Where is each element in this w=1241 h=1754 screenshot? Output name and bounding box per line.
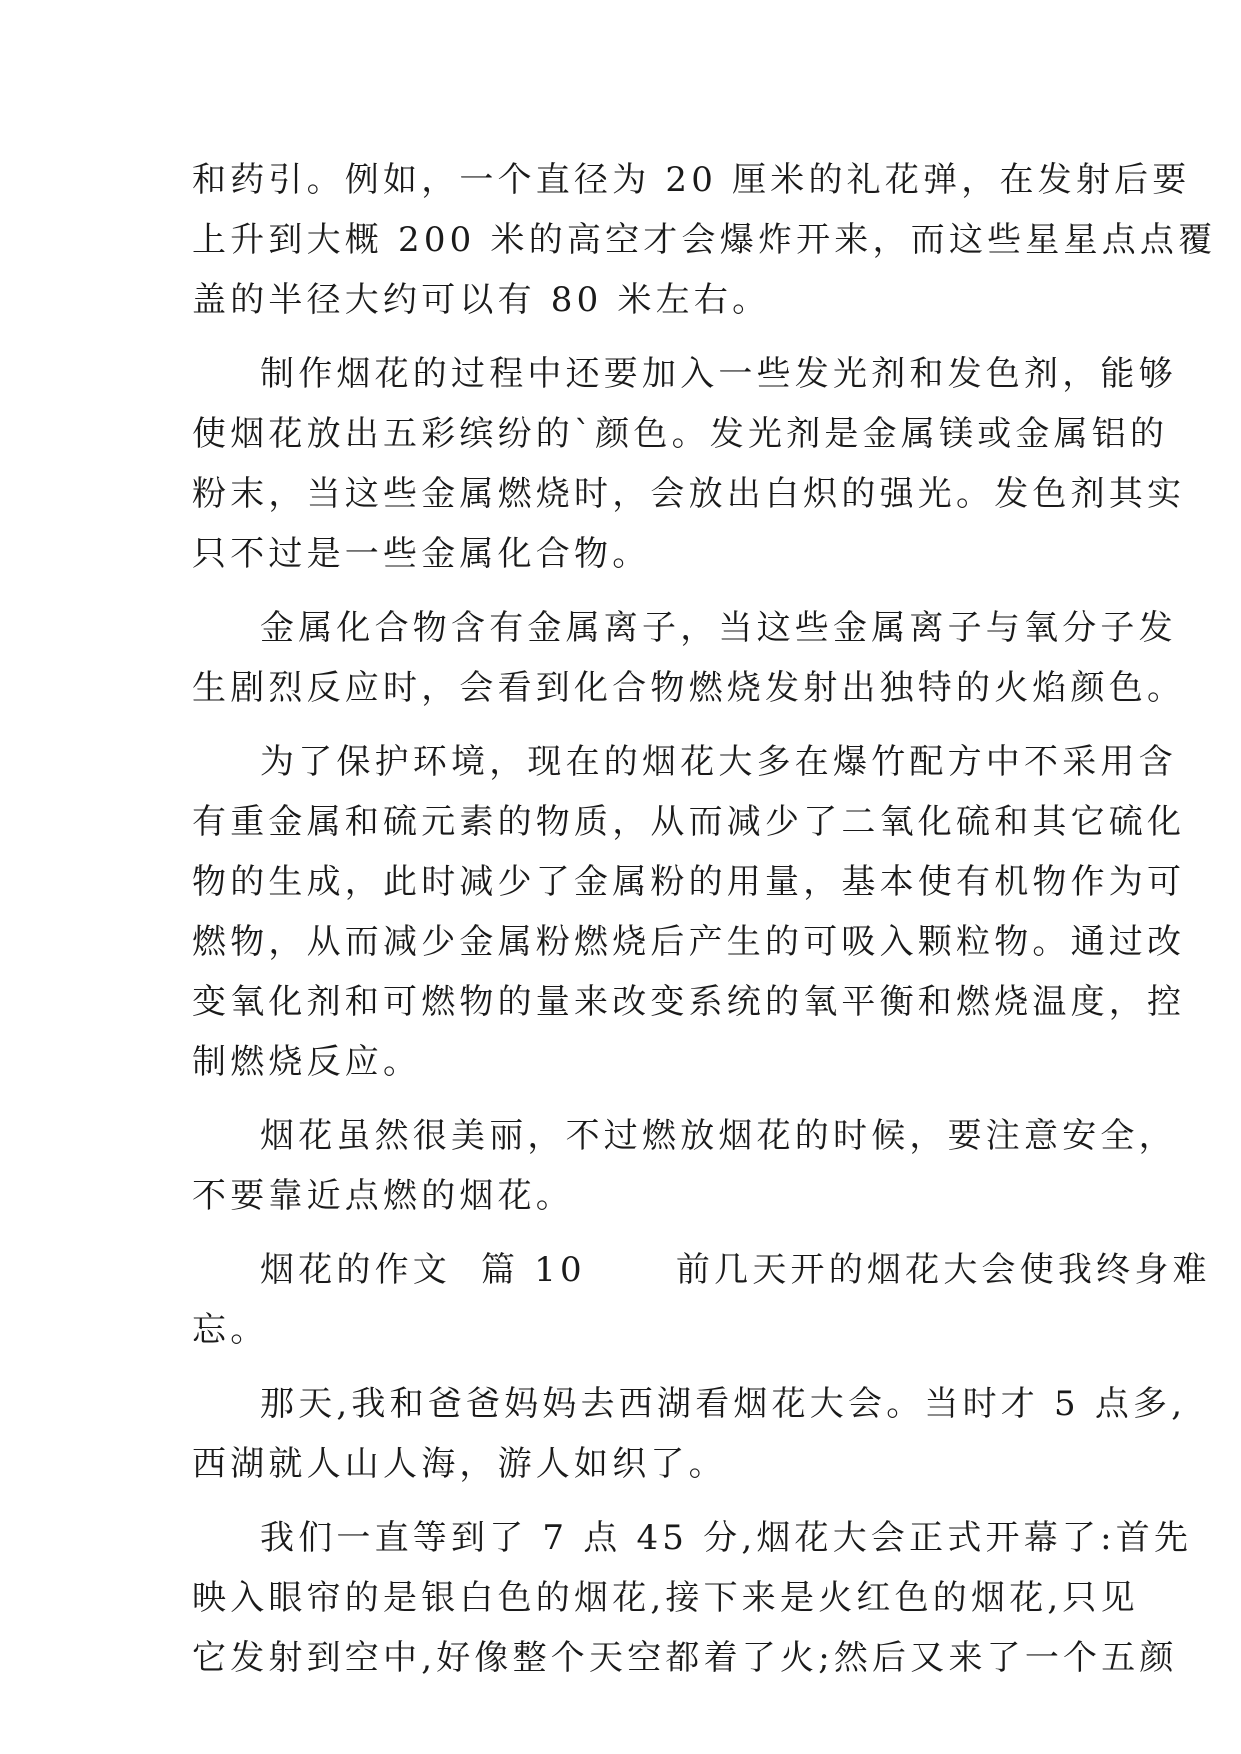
text-line: 烟花虽然很美丽，不过燃放烟花的时候，要注意安全， — [260, 1116, 1177, 1156]
text-line: 粉末，当这些金属燃烧时，会放出白炽的强光。发色剂其实 — [192, 474, 1186, 514]
text-line: 为了保护环境，现在的烟花大多在爆竹配方中不采用含 — [260, 742, 1177, 782]
text-line: 西湖就人山人海，游人如织了。 — [192, 1444, 727, 1484]
text-line: 它发射到空中,好像整个天空都着了火;然后又来了一个五颜 — [192, 1638, 1178, 1678]
text-line: 使烟花放出五彩缤纷的`颜色。发光剂是金属镁或金属铝的 — [192, 414, 1169, 454]
paragraph — [192, 150, 1217, 330]
paragraph — [192, 598, 1186, 718]
text-line: 物的生成，此时减少了金属粉的用量，基本使有机物作为可 — [192, 862, 1186, 902]
text-line: 盖的半径大约可以有 80 米左右。 — [192, 280, 771, 320]
paragraph — [192, 344, 1186, 584]
paragraph — [192, 1240, 1211, 1360]
text-line: 变氧化剂和可燃物的量来改变系统的氧平衡和燃烧温度，控 — [192, 982, 1186, 1022]
text-line: 映入眼帘的是银白色的烟花,接下来是火红色的烟花,只见 — [192, 1578, 1139, 1618]
text-line: 我们一直等到了 7 点 45 分,烟花大会正式开幕了:首先 — [260, 1518, 1193, 1558]
text-line: 燃物，从而减少金属粉燃烧后产生的可吸入颗粒物。通过改 — [192, 922, 1186, 962]
text-line: 制燃烧反应。 — [192, 1042, 422, 1082]
paragraph — [192, 1106, 1177, 1226]
text-line: 不要靠近点燃的烟花。 — [192, 1176, 574, 1216]
text-line: 生剧烈反应时，会看到化合物燃烧发射出独特的火焰颜色。 — [192, 668, 1186, 708]
text-line: 金属化合物含有金属离子，当这些金属离子与氧分子发 — [260, 608, 1177, 648]
paragraph — [192, 1508, 1193, 1688]
text-line: 上升到大概 200 米的高空才会爆炸开来，而这些星星点点覆 — [192, 220, 1217, 260]
document-page — [192, 150, 1217, 1688]
text-line: 忘。 — [192, 1310, 269, 1350]
text-line: 那天,我和爸爸妈妈去西湖看烟花大会。当时才 5 点多, — [260, 1384, 1187, 1424]
text-line: 只不过是一些金属化合物。 — [192, 534, 651, 574]
text-line: 制作烟花的过程中还要加入一些发光剂和发色剂，能够 — [260, 354, 1177, 394]
paragraph — [192, 732, 1186, 1092]
paragraph — [192, 1374, 1187, 1494]
text-line: 有重金属和硫元素的物质，从而减少了二氧化硫和其它硫化 — [192, 802, 1186, 842]
text-line: 和药引。例如，一个直径为 20 厘米的礼花弹，在发射后要 — [192, 160, 1191, 200]
text-line: 烟花的作文 篇 10 前几天开的烟花大会使我终身难 — [260, 1250, 1211, 1290]
